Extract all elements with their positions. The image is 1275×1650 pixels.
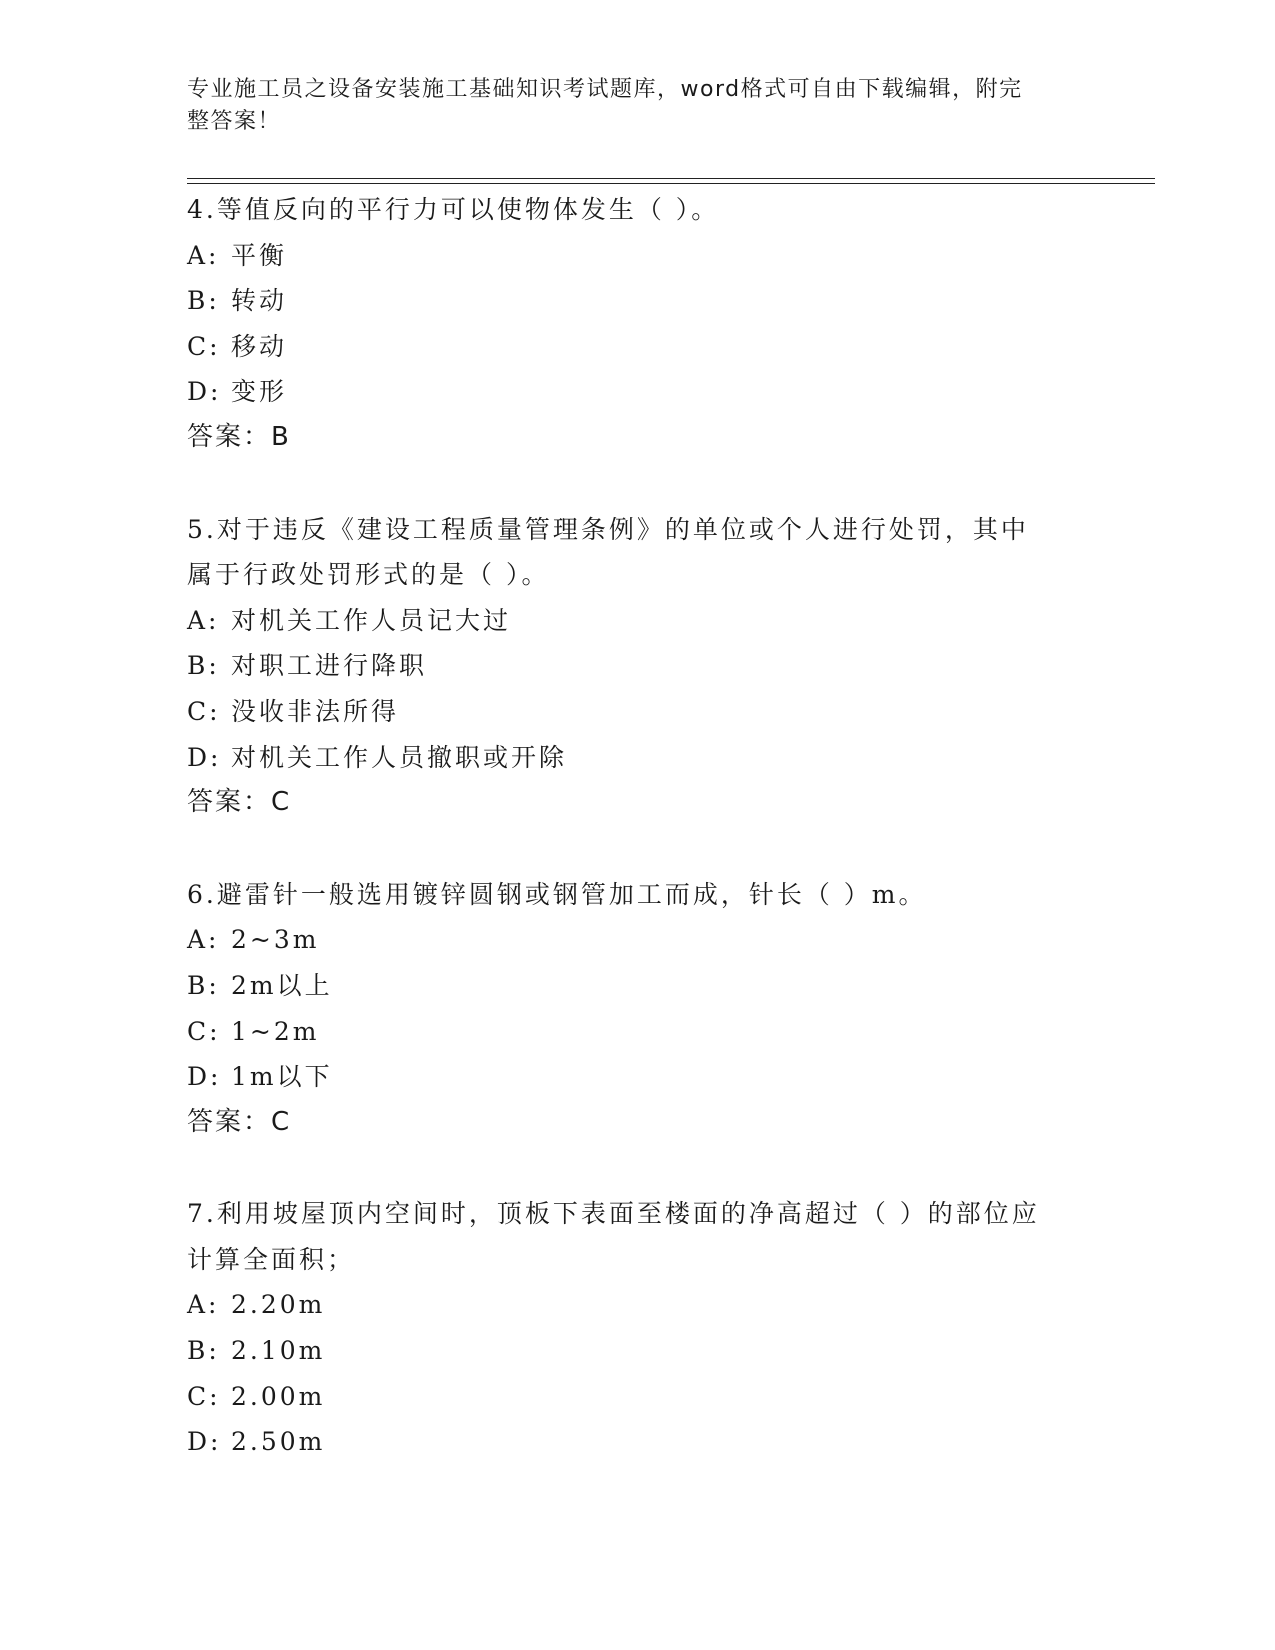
option-c — [187, 324, 1087, 370]
question-block — [187, 507, 1087, 826]
question-stem: 属于行政处罚形式的是（ ）。 — [187, 560, 550, 590]
option-text: 2.20m — [231, 1290, 326, 1320]
option-text: 变形 — [231, 377, 288, 407]
option-c — [187, 689, 1087, 735]
option-text: 1m以下 — [231, 1062, 333, 1092]
option-label: B: — [187, 1336, 220, 1366]
question-list — [187, 187, 1087, 1511]
option-text: 对机关工作人员撤职或开除 — [231, 742, 568, 772]
option-b — [187, 1328, 1087, 1374]
option-text: 没收非法所得 — [231, 696, 400, 726]
answer-value: C — [271, 1106, 292, 1137]
question-block — [187, 187, 1087, 461]
option-a — [187, 233, 1087, 279]
option-text: 平衡 — [231, 240, 288, 270]
option-label: C: — [187, 696, 221, 726]
option-text: 对机关工作人员记大过 — [231, 605, 512, 635]
header-line: 专业施工员之设备安装施工基础知识考试题库，word格式可自由下载编辑，附完 — [187, 77, 1023, 102]
question-stem: 计算全面积； — [187, 1244, 356, 1274]
option-text: 转动 — [231, 286, 288, 316]
option-c — [187, 1374, 1087, 1420]
answer-line — [187, 780, 1087, 826]
question-stem: 4.等值反向的平行力可以使物体发生（ ）。 — [187, 195, 720, 224]
option-label: D: — [187, 1427, 222, 1457]
option-label: B: — [187, 286, 220, 316]
option-label: D: — [187, 377, 222, 407]
option-label: A: — [187, 240, 220, 270]
option-text: 对职工进行降职 — [231, 651, 428, 681]
option-text: 2.50m — [231, 1427, 326, 1457]
option-label: D: — [187, 1062, 222, 1092]
question-stem: 6.避雷针一般选用镀锌圆钢或钢管加工而成，针长（ ）m。 — [187, 879, 927, 909]
answer-prefix: 答案： — [187, 1106, 272, 1137]
question-stem: 5.对于违反《建设工程质量管理条例》的单位或个人进行处罚，其中 — [187, 514, 1029, 544]
question-stem: 7.利用坡屋顶内空间时，顶板下表面至楼面的净高超过（ ）的部位应 — [187, 1199, 1040, 1229]
answer-prefix: 答案： — [187, 421, 272, 452]
option-label: D: — [187, 742, 222, 772]
option-text: 1~2m — [231, 1016, 320, 1046]
question-block — [187, 1191, 1087, 1465]
option-c — [187, 1009, 1087, 1055]
question-block — [187, 872, 1087, 1146]
answer-value: C — [271, 787, 292, 818]
option-d — [187, 1419, 1087, 1465]
option-label: A: — [187, 925, 220, 955]
option-b — [187, 963, 1087, 1009]
document-header — [187, 74, 1067, 138]
option-text: 移动 — [231, 331, 288, 361]
option-d — [187, 369, 1087, 415]
option-d — [187, 735, 1087, 781]
answer-prefix: 答案： — [187, 787, 272, 818]
option-a — [187, 917, 1087, 963]
option-text: 2.00m — [231, 1381, 326, 1411]
option-label: C: — [187, 1016, 221, 1046]
header-line: 整答案！ — [187, 109, 282, 134]
option-a — [187, 598, 1087, 644]
option-text: 2m以上 — [231, 970, 333, 1000]
option-label: C: — [187, 331, 221, 361]
header-divider — [187, 183, 1155, 184]
option-label: C: — [187, 1381, 221, 1411]
answer-line — [187, 1100, 1087, 1146]
option-label: A: — [187, 605, 220, 635]
option-b — [187, 643, 1087, 689]
answer-line — [187, 415, 1087, 461]
option-label: B: — [187, 970, 220, 1000]
option-text: 2.10m — [231, 1336, 326, 1366]
header-divider — [187, 178, 1155, 179]
option-d — [187, 1054, 1087, 1100]
answer-value: B — [271, 421, 291, 452]
option-a — [187, 1282, 1087, 1328]
option-text: 2~3m — [231, 925, 320, 955]
option-b — [187, 278, 1087, 324]
option-label: B: — [187, 651, 220, 681]
option-label: A: — [187, 1290, 220, 1320]
